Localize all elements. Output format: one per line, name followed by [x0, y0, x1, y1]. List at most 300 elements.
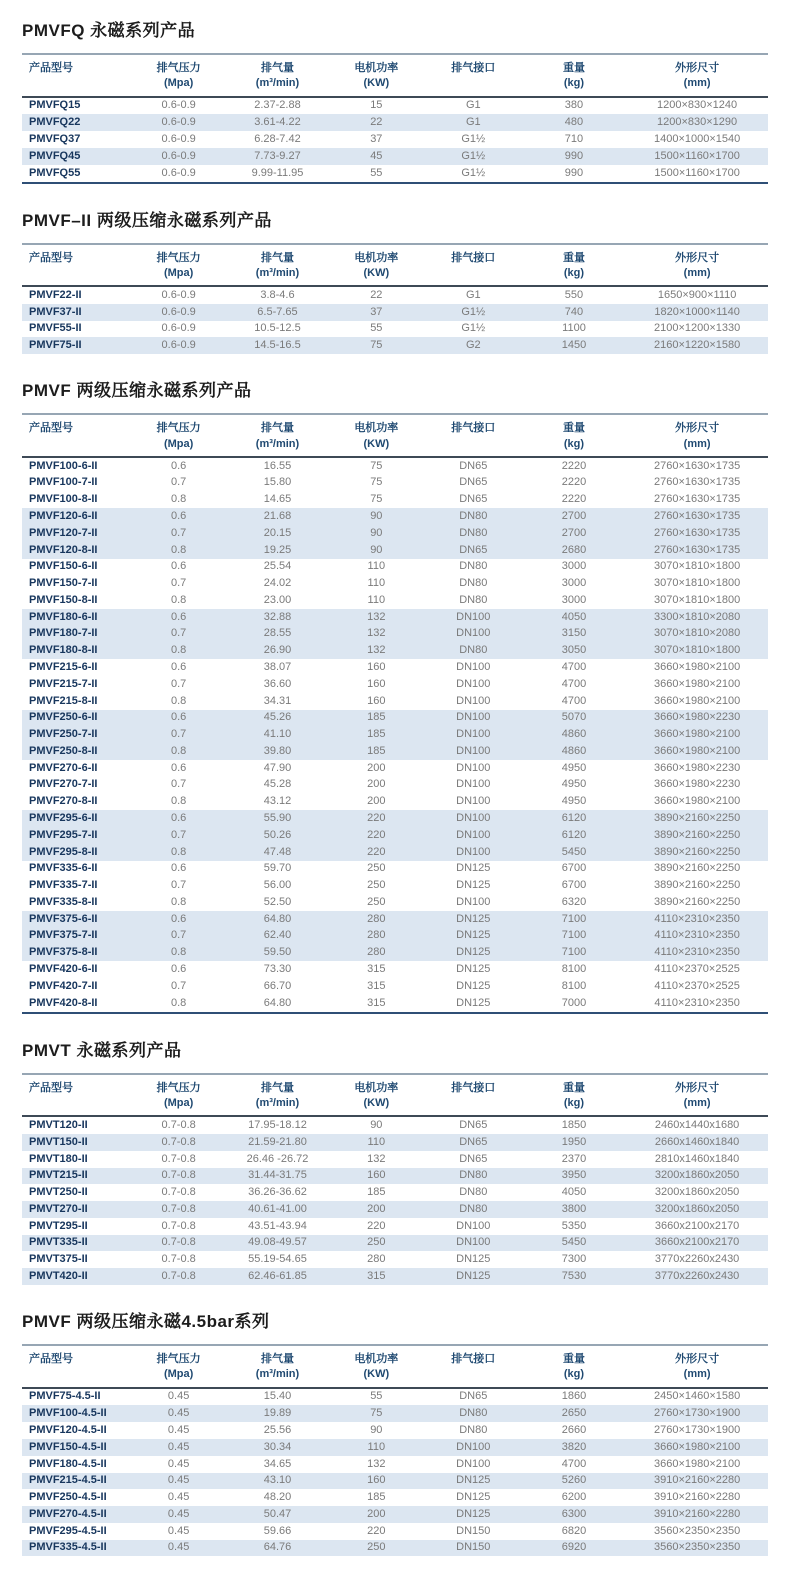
spec-cell: DN65 — [459, 543, 488, 556]
table-row — [22, 944, 768, 961]
spec-cell: 6200 — [561, 1491, 587, 1504]
model-cell: PMVF335-6-II — [29, 862, 98, 875]
model-cell: PMVFQ37 — [29, 132, 81, 145]
column-header-unit: (m³/min) — [255, 1368, 300, 1381]
spec-cell: DN125 — [456, 979, 491, 992]
model-cell: PMVF22-II — [29, 288, 82, 301]
spec-cell: 2370 — [561, 1152, 587, 1165]
spec-cell: 3890×2160×2250 — [653, 879, 741, 892]
column-header-label: 排气压力 — [156, 62, 201, 74]
model-cell: PMVF335-4.5-II — [29, 1541, 107, 1554]
column-header-label: 排气接口 — [451, 422, 496, 435]
product-table-section — [22, 1307, 768, 1556]
spec-cell: 1950 — [561, 1135, 587, 1148]
spec-cell: 6.28-7.42 — [254, 132, 301, 145]
column-header — [425, 414, 522, 457]
spec-cell: 0.7 — [170, 627, 187, 640]
column-header — [425, 1345, 522, 1388]
spec-cell: 315 — [367, 1270, 386, 1283]
spec-cell: DN125 — [456, 862, 491, 875]
spec-cell: 0.8 — [170, 996, 187, 1009]
spec-cell: 185 — [367, 711, 386, 724]
column-header — [227, 1345, 328, 1388]
column-header-label: 电机功率 — [354, 1353, 399, 1365]
spec-cell: 1500×1160×1700 — [654, 149, 740, 162]
spec-cell: DN100 — [456, 744, 491, 757]
spec-cell: 4950 — [561, 795, 587, 808]
model-cell: PMVF180-8-II — [29, 644, 98, 657]
column-header-unit: (KW) — [363, 77, 390, 90]
spec-cell: 75 — [370, 1407, 383, 1420]
column-header — [227, 414, 328, 457]
column-header-unit: (kg) — [563, 77, 585, 90]
column-header — [22, 414, 130, 457]
spec-cell: 0.8 — [170, 744, 187, 757]
column-header-label: 外形尺寸 — [675, 62, 720, 74]
table-row — [22, 1439, 768, 1456]
spec-cell: G2 — [465, 339, 481, 352]
spec-cell: 75 — [370, 493, 383, 506]
spec-cell: DN100 — [456, 677, 491, 690]
column-header — [130, 54, 227, 97]
spec-cell: DN100 — [456, 828, 491, 841]
spec-cell: 250 — [367, 862, 386, 875]
spec-cell: 0.6-0.9 — [161, 132, 196, 145]
table-row — [22, 760, 768, 777]
table-row — [22, 1422, 768, 1439]
spec-cell: 4110×2310×2350 — [654, 946, 740, 959]
spec-cell: 0.6 — [170, 912, 187, 925]
product-table-section — [22, 376, 768, 1013]
table-row — [22, 710, 768, 727]
spec-cell: 8100 — [561, 979, 587, 992]
column-header-unit: (KW) — [363, 266, 390, 279]
spec-cell: 28.55 — [263, 627, 292, 640]
spec-cell: 2220 — [561, 459, 587, 472]
spec-cell: 10.5-12.5 — [254, 322, 301, 335]
table-row — [22, 1456, 768, 1473]
column-header-unit: (Mpa) — [163, 77, 194, 90]
table-row — [22, 911, 768, 928]
model-cell: PMVF150-8-II — [29, 593, 98, 606]
spec-cell: 3070×1810×1800 — [653, 593, 741, 606]
spec-cell: 110 — [367, 560, 386, 573]
spec-cell: 8100 — [561, 963, 587, 976]
spec-cell: DN65 — [459, 459, 488, 472]
model-cell: PMVF150-7-II — [29, 577, 98, 590]
column-header-label: 重量 — [562, 1081, 585, 1094]
model-cell: PMVF100-6-II — [29, 459, 98, 472]
spec-cell: 4050 — [561, 610, 587, 623]
spec-cell: 132 — [367, 1152, 386, 1165]
spec-cell: 3560×2350×2350 — [653, 1541, 741, 1554]
table-row — [22, 995, 768, 1013]
spec-cell: 2700 — [561, 526, 587, 539]
column-header-unit: (m³/min) — [255, 437, 300, 450]
table-row — [22, 1184, 768, 1201]
spec-cell: 0.7-0.8 — [161, 1270, 196, 1283]
model-cell: PMVF120-7-II — [29, 526, 98, 539]
spec-cell: DN80 — [459, 1407, 488, 1420]
spec-cell: 0.6 — [170, 509, 187, 522]
spec-cell: 250 — [367, 1236, 386, 1249]
model-cell: PMVF180-6-II — [29, 610, 98, 623]
spec-table — [22, 53, 768, 184]
column-header-unit: (mm) — [683, 77, 711, 90]
header-row — [22, 54, 768, 97]
spec-cell: 2160×1220×1580 — [653, 339, 741, 352]
spec-cell: 2680 — [561, 543, 587, 556]
column-header — [22, 1074, 130, 1117]
spec-cell: DN80 — [459, 577, 488, 590]
spec-cell: 3660×1980×2100 — [653, 1457, 741, 1470]
column-header-unit: (Mpa) — [163, 437, 194, 450]
table-row — [22, 743, 768, 760]
column-header — [626, 1074, 768, 1117]
model-cell: PMVF150-4.5-II — [29, 1440, 107, 1453]
column-header-label: 外形尺寸 — [675, 1081, 720, 1094]
spec-cell: G1½ — [461, 305, 486, 318]
table-row — [22, 894, 768, 911]
spec-cell: 36.26-36.62 — [248, 1186, 307, 1199]
spec-cell: DN150 — [456, 1524, 491, 1537]
spec-cell: 55.90 — [263, 812, 292, 825]
spec-cell: DN125 — [456, 1491, 491, 1504]
spec-cell: 0.6-0.9 — [161, 149, 196, 162]
column-header-label: 排气压力 — [156, 422, 201, 435]
spec-cell: 3910×2160×2280 — [653, 1491, 741, 1504]
column-header-unit: (mm) — [683, 437, 711, 450]
spec-cell: 90 — [370, 1423, 383, 1436]
spec-cell: 75 — [370, 476, 383, 489]
spec-cell: 4110×2310×2350 — [654, 929, 740, 942]
spec-cell: G1½ — [461, 322, 486, 335]
spec-cell: 220 — [367, 845, 386, 858]
spec-cell: G1 — [465, 288, 481, 301]
model-cell: PMVF250-6-II — [29, 711, 98, 724]
table-row — [22, 321, 768, 338]
column-header-unit: (kg) — [563, 437, 585, 450]
model-cell: PMVF335-7-II — [29, 879, 98, 892]
spec-cell: 4860 — [561, 744, 587, 757]
spec-cell: 3770x2260x2430 — [654, 1270, 740, 1283]
spec-cell: 56.00 — [263, 879, 292, 892]
spec-cell: 6700 — [561, 862, 587, 875]
spec-cell: 66.70 — [263, 979, 292, 992]
spec-cell: 45.28 — [263, 778, 292, 791]
spec-cell: 132 — [367, 627, 386, 640]
model-cell: PMVF37-II — [29, 305, 82, 318]
spec-cell: 480 — [564, 116, 584, 129]
spec-cell: 220 — [367, 1219, 386, 1232]
spec-cell: 0.45 — [167, 1541, 190, 1554]
spec-cell: 50.47 — [263, 1507, 292, 1520]
spec-cell: 14.65 — [263, 493, 292, 506]
spec-cell: 31.44-31.75 — [248, 1169, 307, 1182]
spec-cell: 0.6-0.9 — [161, 288, 196, 301]
model-cell: PMVF270-4.5-II — [29, 1507, 107, 1520]
spec-cell: DN100 — [456, 1440, 491, 1453]
spec-cell: 90 — [370, 1118, 383, 1131]
table-row — [22, 659, 768, 676]
spec-cell: 5070 — [561, 711, 587, 724]
spec-cell: 4110×2370×2525 — [654, 979, 740, 992]
header-row — [22, 1074, 768, 1117]
column-header-unit: (m³/min) — [255, 1096, 300, 1109]
spec-cell: 110 — [367, 593, 386, 606]
table-row — [22, 693, 768, 710]
spec-cell: DN65 — [459, 1390, 488, 1403]
spec-cell: G1 — [465, 99, 481, 112]
spec-cell: 21.68 — [263, 509, 292, 522]
spec-cell: DN125 — [456, 1253, 491, 1266]
spec-cell: 0.6-0.9 — [161, 322, 196, 335]
spec-cell: 3200x1860x2050 — [654, 1186, 740, 1199]
spec-cell: 15 — [370, 99, 383, 112]
column-header-label: 产品型号 — [29, 422, 73, 435]
column-header — [626, 1345, 768, 1388]
spec-cell: 990 — [564, 149, 584, 162]
spec-cell: DN100 — [456, 694, 491, 707]
spec-cell: G1½ — [461, 166, 486, 179]
table-row — [22, 1506, 768, 1523]
column-header — [626, 414, 768, 457]
spec-cell: 59.66 — [263, 1524, 292, 1537]
spec-cell: 110 — [367, 1135, 386, 1148]
column-header-label: 排气接口 — [451, 1353, 496, 1365]
table-row — [22, 575, 768, 592]
spec-cell: 16.55 — [263, 459, 292, 472]
spec-cell: 23.00 — [263, 593, 292, 606]
column-header-label: 排气压力 — [156, 1081, 201, 1094]
column-header — [227, 1074, 328, 1117]
spec-cell: 0.6 — [170, 711, 187, 724]
spec-cell: 7100 — [561, 912, 587, 925]
spec-cell: 15.40 — [263, 1390, 292, 1403]
spec-cell: 4700 — [561, 677, 587, 690]
spec-cell: 2760×1630×1735 — [653, 526, 741, 539]
spec-cell: 220 — [367, 812, 386, 825]
spec-cell: 3150 — [561, 627, 587, 640]
model-cell: PMVT420-II — [29, 1270, 88, 1283]
spec-cell: 3890×2160×2250 — [653, 812, 741, 825]
spec-cell: 0.6 — [170, 761, 187, 774]
column-header — [522, 1074, 626, 1117]
column-header-label: 产品型号 — [29, 62, 73, 74]
column-header — [522, 54, 626, 97]
spec-cell: 1450 — [561, 339, 587, 352]
spec-cell: 2220 — [561, 493, 587, 506]
spec-cell: 0.6 — [170, 963, 187, 976]
spec-cell: 1200×830×1290 — [657, 116, 738, 129]
spec-cell: G1½ — [461, 149, 486, 162]
spec-cell: DN125 — [456, 1270, 491, 1283]
model-cell: PMVF250-4.5-II — [29, 1491, 107, 1504]
spec-cell: 64.80 — [263, 912, 292, 925]
column-header — [328, 414, 425, 457]
column-header-unit: (kg) — [563, 1096, 585, 1109]
spec-cell: 6120 — [561, 812, 587, 825]
column-header — [328, 54, 425, 97]
spec-cell: 3070×1810×1800 — [653, 644, 741, 657]
product-table-section — [22, 1036, 768, 1285]
spec-cell: 2760×1730×1900 — [653, 1423, 741, 1436]
spec-cell: 2760×1630×1735 — [653, 543, 741, 556]
spec-cell: 0.6 — [170, 660, 187, 673]
spec-cell: 0.6 — [170, 862, 187, 875]
spec-cell: 220 — [367, 1524, 386, 1537]
spec-cell: 17.95-18.12 — [248, 1118, 307, 1131]
model-cell: PMVF75-4.5-II — [29, 1390, 101, 1403]
spec-cell: 62.46-61.85 — [248, 1270, 307, 1283]
spec-cell: 7000 — [561, 996, 587, 1009]
column-header-label: 电机功率 — [354, 62, 399, 74]
table-row — [22, 457, 768, 475]
spec-cell: 2760×1730×1900 — [653, 1407, 741, 1420]
spec-cell: G1½ — [461, 132, 486, 145]
spec-cell: 75 — [370, 459, 383, 472]
spec-cell: 3820 — [561, 1440, 587, 1453]
spec-cell: 1860 — [561, 1390, 587, 1403]
column-header — [328, 1074, 425, 1117]
spec-cell: 4860 — [561, 728, 587, 741]
model-cell: PMVT120-II — [29, 1118, 88, 1131]
model-cell: PMVF375-7-II — [29, 929, 98, 942]
spec-cell: 26.90 — [263, 644, 292, 657]
spec-table — [22, 243, 768, 355]
spec-cell: 0.7 — [170, 577, 187, 590]
spec-cell: DN80 — [459, 560, 488, 573]
table-row — [22, 475, 768, 492]
spec-cell: 200 — [367, 778, 386, 791]
spec-cell: 740 — [564, 305, 584, 318]
spec-cell: 59.50 — [263, 946, 292, 959]
spec-cell: 0.45 — [167, 1491, 190, 1504]
spec-cell: DN80 — [459, 509, 488, 522]
spec-cell: 6820 — [561, 1524, 587, 1537]
spec-cell: DN100 — [456, 845, 491, 858]
spec-cell: 3660×1980×2100 — [653, 728, 741, 741]
spec-cell: DN80 — [459, 593, 488, 606]
column-header — [626, 244, 768, 287]
column-header-label: 电机功率 — [354, 1081, 399, 1094]
spec-cell: 2650 — [561, 1407, 587, 1420]
column-header-label: 重量 — [562, 251, 585, 264]
table-row — [22, 676, 768, 693]
model-cell: PMVF420-7-II — [29, 979, 98, 992]
column-header — [425, 1074, 522, 1117]
table-row — [22, 508, 768, 525]
spec-cell: 59.70 — [263, 862, 292, 875]
spec-cell: 0.8 — [170, 493, 187, 506]
spec-cell: 3890×2160×2250 — [653, 895, 741, 908]
table-row — [22, 1268, 768, 1285]
spec-cell: 55 — [370, 1390, 383, 1403]
spec-cell: 0.8 — [170, 845, 187, 858]
spec-cell: 0.45 — [167, 1474, 190, 1487]
column-header — [22, 1345, 130, 1388]
spec-cell: 5350 — [561, 1219, 587, 1232]
spec-cell: 250 — [367, 1541, 386, 1554]
spec-cell: 0.7 — [170, 778, 187, 791]
table-row — [22, 1116, 768, 1134]
spec-cell: DN100 — [456, 1457, 491, 1470]
spec-cell: 6700 — [561, 879, 587, 892]
spec-cell: 200 — [367, 1202, 386, 1215]
column-header — [626, 54, 768, 97]
spec-cell: 160 — [367, 1169, 386, 1182]
spec-cell: 2450×1460×1580 — [653, 1390, 741, 1403]
spec-cell: 3660x2100x2170 — [654, 1219, 740, 1232]
column-header-label: 外形尺寸 — [675, 251, 720, 264]
model-cell: PMVF215-7-II — [29, 677, 98, 690]
spec-cell: 34.31 — [263, 694, 292, 707]
model-cell: PMVF420-6-II — [29, 963, 98, 976]
model-cell: PMVF180-4.5-II — [29, 1457, 107, 1470]
column-header-label: 排气压力 — [156, 1353, 201, 1365]
column-header-unit: (Mpa) — [163, 1368, 194, 1381]
table-row — [22, 114, 768, 131]
spec-cell: 6.5-7.65 — [257, 305, 298, 318]
spec-cell: 315 — [367, 963, 386, 976]
spec-cell: 4110×2310×2350 — [654, 912, 740, 925]
table-row — [22, 877, 768, 894]
spec-cell: 47.90 — [263, 761, 292, 774]
spec-cell: DN65 — [459, 1118, 488, 1131]
spec-cell: 22 — [370, 116, 383, 129]
spec-cell: 7530 — [561, 1270, 587, 1283]
spec-cell: 0.45 — [167, 1390, 190, 1403]
spec-cell: 0.6 — [170, 812, 187, 825]
spec-cell: 0.7-0.8 — [161, 1236, 196, 1249]
spec-cell: 38.07 — [263, 660, 292, 673]
table-row — [22, 1251, 768, 1268]
spec-cell: 280 — [367, 912, 386, 925]
spec-cell: 3660×1980×2230 — [653, 778, 741, 791]
table-row — [22, 525, 768, 542]
spec-cell: 1200×830×1240 — [657, 99, 738, 112]
column-header-label: 排气压力 — [156, 251, 201, 264]
spec-cell: 43.10 — [263, 1474, 292, 1487]
model-cell: PMVF55-II — [29, 322, 82, 335]
column-header-label: 重量 — [562, 422, 585, 435]
spec-cell: 3660×1980×2230 — [653, 711, 741, 724]
spec-cell: 14.5-16.5 — [254, 339, 301, 352]
spec-cell: 37 — [370, 132, 383, 145]
table-row — [22, 337, 768, 354]
spec-cell: 710 — [564, 132, 584, 145]
spec-cell: 50.26 — [263, 828, 292, 841]
model-cell: PMVF100-8-II — [29, 493, 98, 506]
spec-cell: 1850 — [561, 1118, 587, 1131]
spec-cell: 3660×1980×2100 — [653, 677, 741, 690]
spec-cell: 3.8-4.6 — [260, 288, 295, 301]
spec-cell: 0.6 — [170, 610, 187, 623]
spec-cell: 55 — [370, 322, 383, 335]
spec-cell: 2760×1630×1735 — [653, 493, 741, 506]
spec-cell: DN100 — [456, 627, 491, 640]
table-row — [22, 928, 768, 945]
spec-cell: 3050 — [561, 644, 587, 657]
spec-cell: 0.7-0.8 — [161, 1253, 196, 1266]
column-header — [425, 244, 522, 287]
column-header-label: 排气量 — [260, 251, 294, 264]
table-row — [22, 1151, 768, 1168]
spec-cell: 5260 — [561, 1474, 587, 1487]
table-row — [22, 131, 768, 148]
spec-cell: 4050 — [561, 1186, 587, 1199]
spec-cell: 40.61-41.00 — [248, 1202, 307, 1215]
